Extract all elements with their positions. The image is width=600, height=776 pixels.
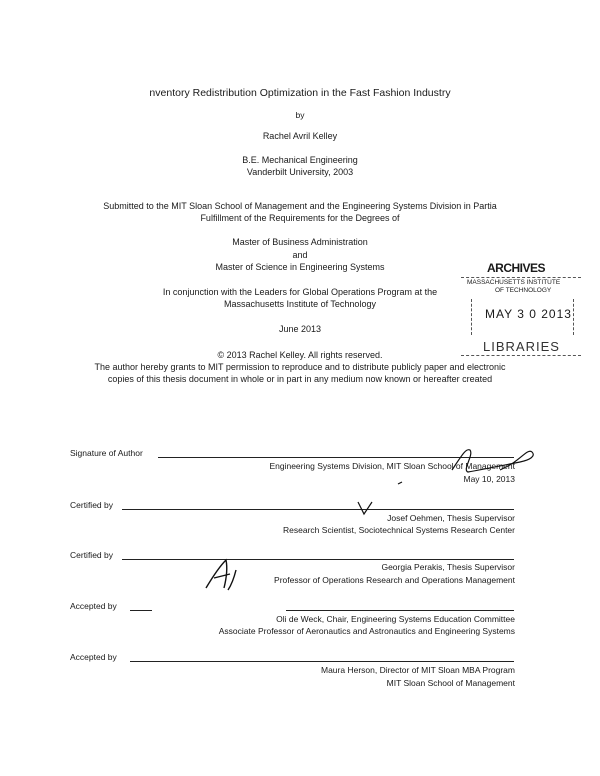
accepted-2-label: Accepted by bbox=[70, 652, 117, 662]
certified-1-line-1: Josef Oehmen, Thesis Supervisor bbox=[387, 513, 515, 523]
author-signature-line-1: Engineering Systems Division, MIT Sloan School of Management bbox=[269, 461, 515, 471]
stamp-institute-2: OF TECHNOLOGY bbox=[495, 287, 552, 294]
by-label: by bbox=[295, 110, 305, 120]
accepted-2-line-1: Maura Herson, Director of MIT Sloan MBA Program bbox=[321, 665, 515, 675]
stamp-date: MAY 3 0 2013 bbox=[485, 307, 572, 321]
stamp-institute-1: MASSACHUSETTS INSTITUTE bbox=[467, 279, 561, 286]
conjunction-line-1: In conjunction with the Leaders for Global Operations Program at the bbox=[162, 287, 438, 297]
accepted-1-line bbox=[130, 610, 152, 611]
author-name: Rachel Avril Kelley bbox=[262, 131, 338, 141]
degree-2: Master of Science in Engineering Systems bbox=[215, 262, 385, 272]
accepted-2-line-2: MIT Sloan School of Management bbox=[386, 678, 515, 688]
degree-and: and bbox=[292, 250, 308, 260]
certified-2-line-1: Georgia Perakis, Thesis Supervisor bbox=[381, 562, 515, 572]
submitted-line-2: Fulfillment of the Requirements for the Degrees of bbox=[200, 213, 400, 223]
copyright: © 2013 Rachel Kelley. All rights reserved. bbox=[217, 350, 383, 360]
accepted-1-line-2: Associate Professor of Aeronautics and Astronautics and Engineering Systems bbox=[218, 626, 515, 636]
degree-1: Master of Business Administration bbox=[232, 237, 368, 247]
certified-2-line-2: Professor of Operations Research and Operations Management bbox=[274, 575, 515, 585]
stamp-libraries: LIBRARIES bbox=[483, 339, 560, 354]
accepted-1-line-1: Oli de Weck, Chair, Engineering Systems Education Committee bbox=[276, 614, 515, 624]
permission-line-1: The author hereby grants to MIT permission to reproduce and to distribute publicly paper and electronic bbox=[94, 362, 506, 372]
stamp-archives: ARCHIVES bbox=[487, 261, 546, 275]
accepted-2-line bbox=[130, 661, 514, 662]
certified-1-line-2: Research Scientist, Sociotechnical Systems Research Center bbox=[283, 525, 515, 535]
author-signature-label: Signature of Author bbox=[70, 448, 143, 458]
author-signature-line-2: May 10, 2013 bbox=[463, 474, 515, 484]
prior-school: Vanderbilt University, 2003 bbox=[246, 167, 354, 177]
permission-line-2: copies of this thesis document in whole or in part in any medium now known or hereafter created bbox=[107, 374, 493, 384]
prior-degree: B.E. Mechanical Engineering bbox=[242, 155, 358, 165]
conjunction-line-2: Massachusetts Institute of Technology bbox=[224, 299, 376, 309]
submitted-line-1: Submitted to the MIT Sloan School of Management and the Engineering Systems Division in Partia bbox=[103, 201, 497, 211]
accepted-1-line-right bbox=[286, 610, 514, 611]
thesis-title: nventory Redistribution Optimization in the Fast Fashion Industry bbox=[149, 87, 451, 99]
accepted-1-label: Accepted by bbox=[70, 601, 117, 611]
certified-2-label: Certified by bbox=[70, 550, 113, 560]
certified-1-label: Certified by bbox=[70, 500, 113, 510]
thesis-date: June 2013 bbox=[278, 324, 322, 334]
